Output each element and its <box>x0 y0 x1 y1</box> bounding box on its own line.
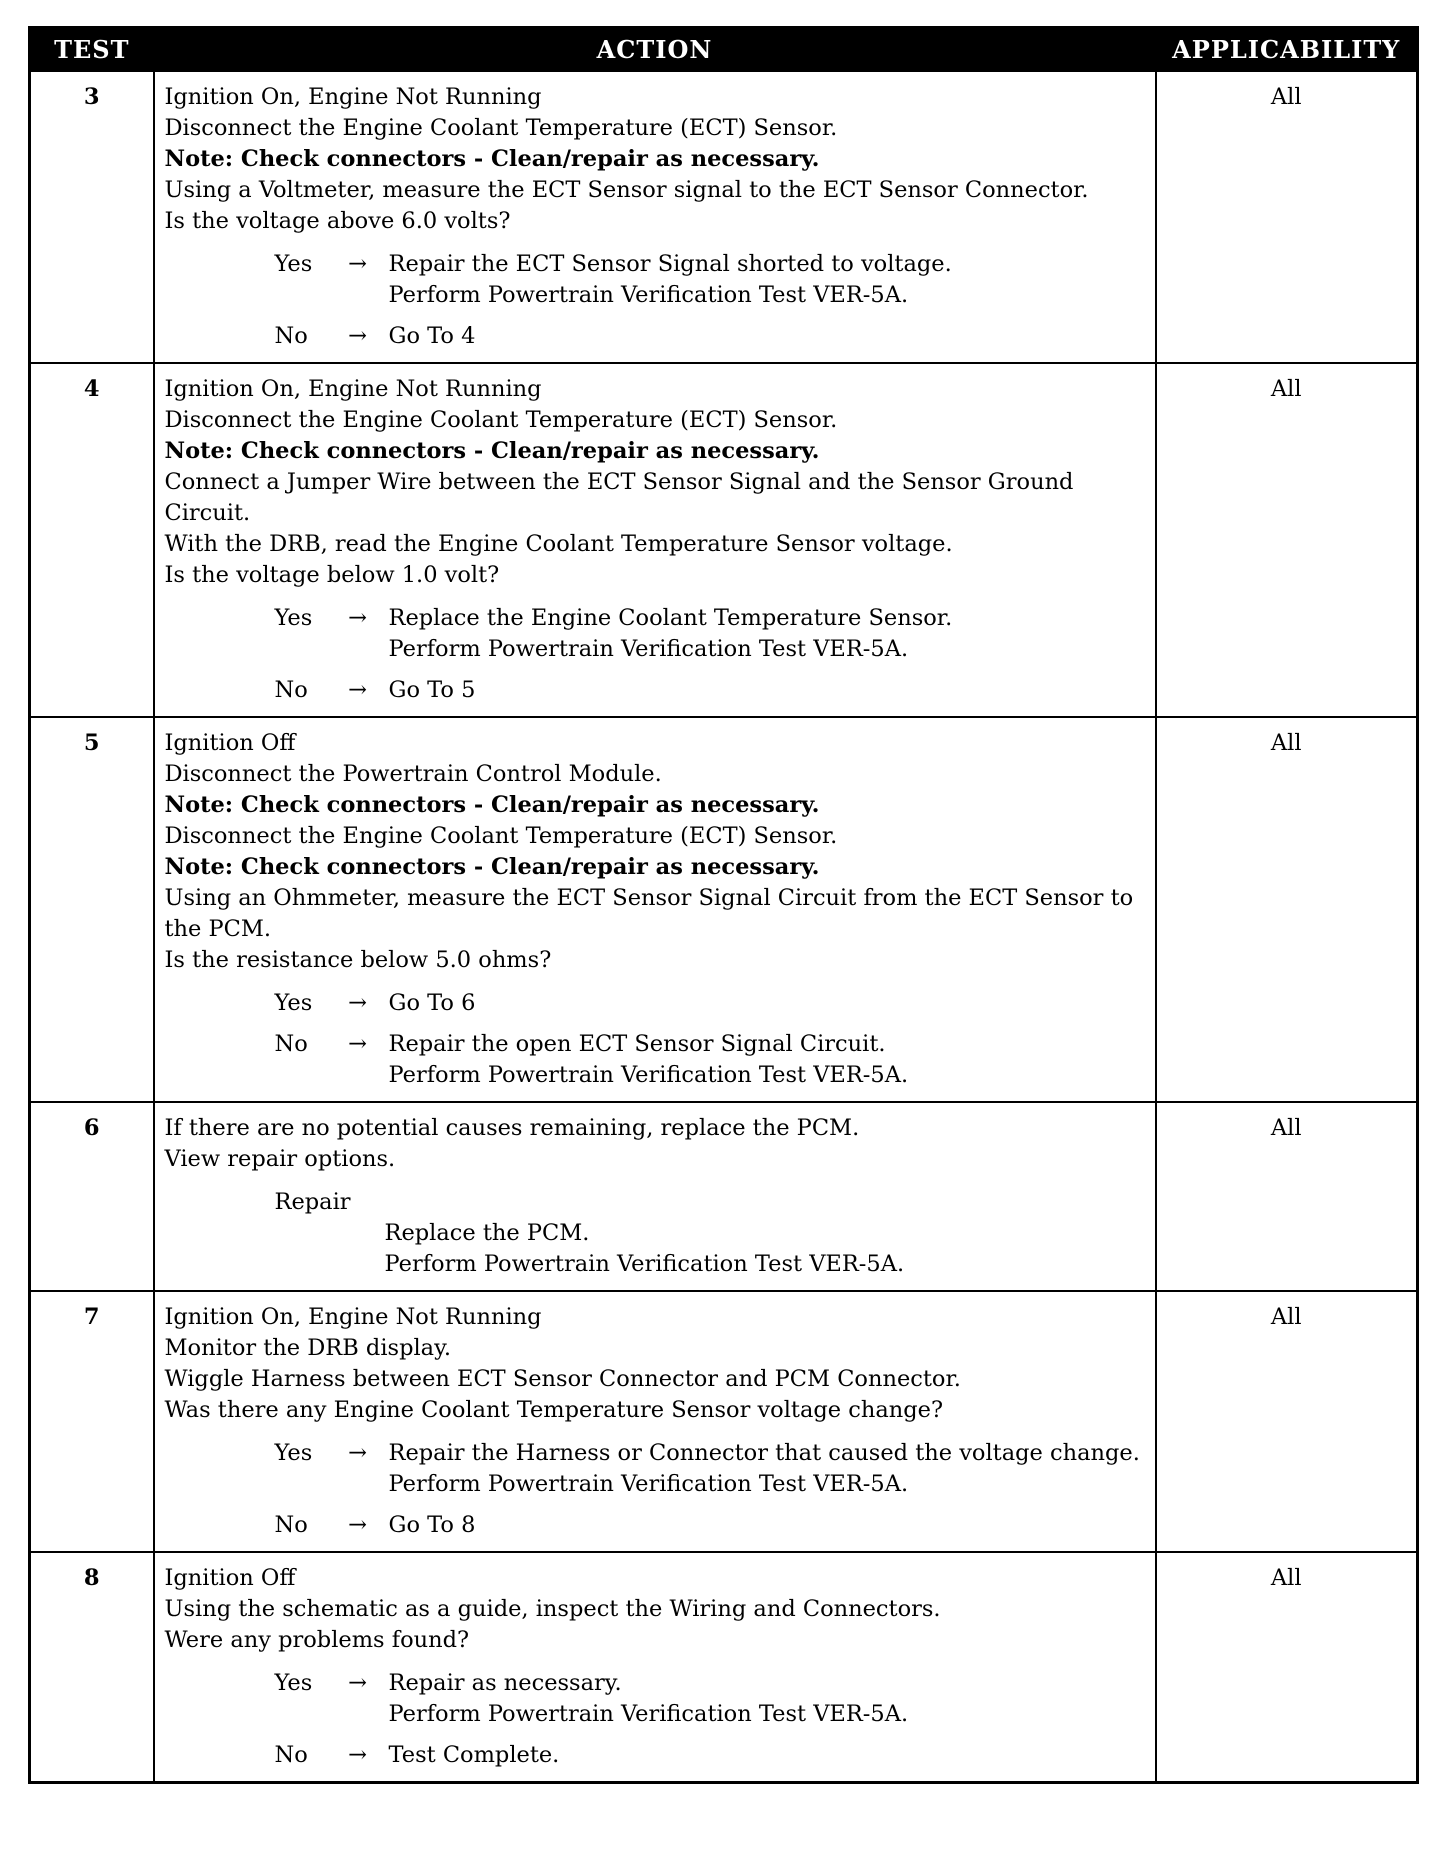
action-line: Disconnect the Powertrain Control Module. <box>164 761 662 787</box>
branch-yes <box>275 988 1149 1019</box>
branch-result <box>389 675 1149 706</box>
action-line: Disconnect the Engine Coolant Temperature (ECT) Sensor. <box>164 115 838 141</box>
result-line: Perform Powertrain Verification Test VER-5A. <box>388 636 909 662</box>
result-line: Go To 8 <box>388 1512 476 1538</box>
arrow-right-icon: → <box>348 605 367 631</box>
action-line: Using an Ohmmeter, measure the ECT Sensor Signal Circuit from the ECT Sensor to the PCM. <box>164 885 1134 942</box>
branch-result <box>389 1510 1149 1541</box>
table-row <box>30 717 1418 1102</box>
table-row <box>30 363 1418 717</box>
action-line: Connect a Jumper Wire between the ECT Sensor Signal and the Sensor Ground Circuit. <box>164 469 1074 526</box>
action-cell <box>154 717 1156 1102</box>
action-cell <box>154 1552 1156 1783</box>
action-line: Wiggle Harness between ECT Sensor Connector and PCM Connector. <box>164 1366 961 1392</box>
result-line: Go To 4 <box>388 323 476 349</box>
result-line: Repair as necessary. <box>388 1670 622 1696</box>
action-line: Was there any Engine Coolant Temperature Sensor voltage change? <box>164 1397 944 1423</box>
action-line: Ignition Off <box>164 1565 296 1591</box>
result-line: Repair the Harness or Connector that caused the voltage change. <box>388 1440 1140 1466</box>
result-line: Go To 6 <box>388 990 476 1016</box>
table-row <box>30 1102 1418 1291</box>
note-line: Note: Check connectors - Clean/repair as necessary. <box>164 854 820 880</box>
applicability-value: All <box>1156 71 1418 363</box>
result-line: Repair the open ECT Sensor Signal Circuit. <box>388 1031 886 1057</box>
branch-yes <box>275 1438 1149 1500</box>
branch-label: No <box>274 677 308 703</box>
action-line: Using a Voltmeter, measure the ECT Sensor signal to the ECT Sensor Connector. <box>164 177 1089 203</box>
result-line: Perform Powertrain Verification Test VER-5A. <box>388 282 909 308</box>
test-number: 6 <box>30 1102 154 1291</box>
branches <box>165 1668 1149 1771</box>
header-action: ACTION <box>154 28 1156 72</box>
arrow-right-icon: → <box>348 323 367 349</box>
table-header-row <box>30 28 1418 72</box>
branch-label: Yes <box>274 990 313 1016</box>
repair-step: Perform Powertrain Verification Test VER-5A. <box>384 1251 905 1277</box>
branch-result <box>389 603 1149 665</box>
branch-result <box>389 1438 1149 1500</box>
result-line: Go To 5 <box>388 677 476 703</box>
branch-result <box>389 1668 1149 1730</box>
test-number: 5 <box>30 717 154 1102</box>
result-line: Test Complete. <box>388 1742 560 1768</box>
branch-label: Yes <box>274 1670 313 1696</box>
arrow-right-icon: → <box>348 677 367 703</box>
action-line: Is the resistance below 5.0 ohms? <box>164 947 552 973</box>
test-number: 7 <box>30 1291 154 1552</box>
action-line: If there are no potential causes remaining, replace the PCM. <box>164 1115 860 1141</box>
branch-label: Yes <box>274 251 313 277</box>
action-line: Disconnect the Engine Coolant Temperature (ECT) Sensor. <box>164 407 838 433</box>
branch-yes <box>275 1668 1149 1730</box>
action-line: Is the voltage below 1.0 volt? <box>164 562 500 588</box>
action-line: Monitor the DRB display. <box>164 1335 451 1361</box>
arrow-right-icon: → <box>348 1512 367 1538</box>
applicability-value: All <box>1156 1291 1418 1552</box>
branch-yes <box>275 249 1149 311</box>
table-body <box>30 71 1418 1783</box>
arrow-right-icon: → <box>348 1031 367 1057</box>
action-line: Is the voltage above 6.0 volts? <box>164 208 511 234</box>
action-line: Ignition On, Engine Not Running <box>164 376 542 402</box>
action-line: Ignition On, Engine Not Running <box>164 84 542 110</box>
note-line: Note: Check connectors - Clean/repair as necessary. <box>164 438 820 464</box>
repair-step: Replace the PCM. <box>384 1220 590 1246</box>
branch-result <box>389 1029 1149 1091</box>
branches <box>165 603 1149 706</box>
result-line: Replace the Engine Coolant Temperature Sensor. <box>388 605 953 631</box>
diagnostic-page <box>28 26 1416 1784</box>
test-number: 8 <box>30 1552 154 1783</box>
note-line: Note: Check connectors - Clean/repair as necessary. <box>164 792 820 818</box>
test-number: 4 <box>30 363 154 717</box>
branch-label: No <box>274 1742 308 1768</box>
action-line: Were any problems found? <box>164 1627 470 1653</box>
branch-label: Yes <box>274 1440 313 1466</box>
action-line: Ignition On, Engine Not Running <box>164 1304 542 1330</box>
action-line: View repair options. <box>164 1146 396 1172</box>
branch-no <box>275 1029 1149 1091</box>
header-test: TEST <box>30 28 154 72</box>
branch-no <box>275 321 1149 352</box>
table-row <box>30 1291 1418 1552</box>
branches <box>165 1438 1149 1541</box>
action-cell <box>154 363 1156 717</box>
branch-label: Yes <box>274 605 313 631</box>
action-cell <box>154 1291 1156 1552</box>
result-line: Perform Powertrain Verification Test VER-5A. <box>388 1701 909 1727</box>
branch-label: No <box>274 1512 308 1538</box>
repair-label: Repair <box>274 1189 351 1215</box>
table-row <box>30 1552 1418 1783</box>
result-line: Repair the ECT Sensor Signal shorted to voltage. <box>388 251 952 277</box>
applicability-value: All <box>1156 1552 1418 1783</box>
applicability-value: All <box>1156 363 1418 717</box>
arrow-right-icon: → <box>348 990 367 1016</box>
branch-no <box>275 675 1149 706</box>
arrow-right-icon: → <box>348 1670 367 1696</box>
result-line: Perform Powertrain Verification Test VER-5A. <box>388 1471 909 1497</box>
branches <box>165 988 1149 1091</box>
arrow-right-icon: → <box>348 1440 367 1466</box>
table-row <box>30 71 1418 363</box>
branch-result <box>389 1740 1149 1771</box>
result-line: Perform Powertrain Verification Test VER-5A. <box>388 1062 909 1088</box>
applicability-value: All <box>1156 717 1418 1102</box>
action-line: Ignition Off <box>164 730 296 756</box>
branch-yes <box>275 603 1149 665</box>
branch-result <box>389 988 1149 1019</box>
action-line: Disconnect the Engine Coolant Temperature (ECT) Sensor. <box>164 823 838 849</box>
note-line: Note: Check connectors - Clean/repair as necessary. <box>164 146 820 172</box>
action-line: Using the schematic as a guide, inspect the Wiring and Connectors. <box>164 1596 941 1622</box>
action-cell <box>154 71 1156 363</box>
branches <box>165 249 1149 352</box>
branch-result <box>389 321 1149 352</box>
branch-result <box>389 249 1149 311</box>
branch-label: No <box>274 323 308 349</box>
arrow-right-icon: → <box>348 1742 367 1768</box>
arrow-right-icon: → <box>348 251 367 277</box>
branch-repair <box>275 1187 1149 1218</box>
repair-steps <box>385 1218 1149 1280</box>
action-cell <box>154 1102 1156 1291</box>
header-applicability: APPLICABILITY <box>1156 28 1418 72</box>
action-line: With the DRB, read the Engine Coolant Temperature Sensor voltage. <box>164 531 953 557</box>
branch-no <box>275 1740 1149 1771</box>
branch-no <box>275 1510 1149 1541</box>
test-number: 3 <box>30 71 154 363</box>
branch-label: No <box>274 1031 308 1057</box>
branches <box>165 1187 1149 1280</box>
applicability-value: All <box>1156 1102 1418 1291</box>
diagnostic-test-table <box>28 26 1419 1784</box>
